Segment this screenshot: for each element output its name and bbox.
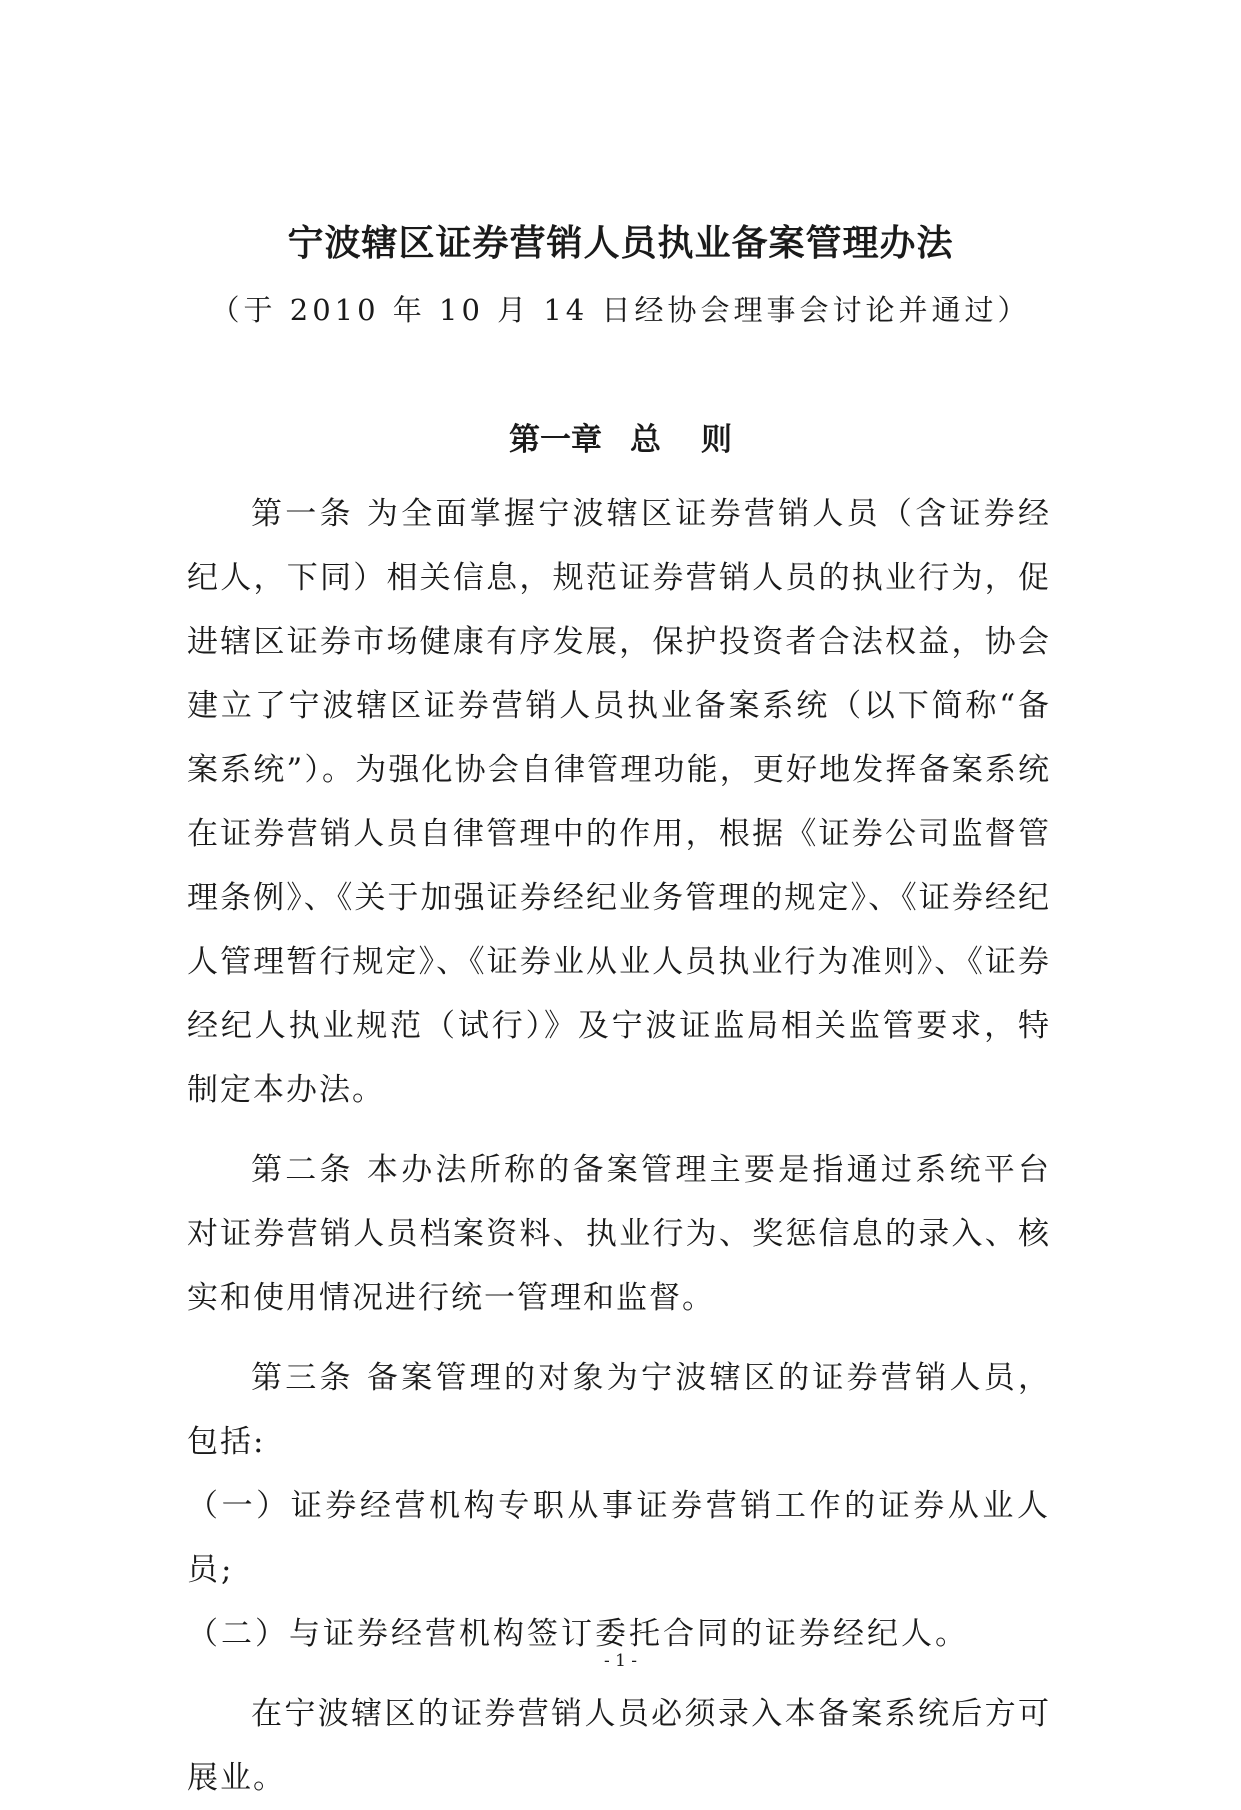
article-3-paragraph: 第三条 备案管理的对象为宁波辖区的证券营销人员，包括: (187, 1360, 1051, 1460)
document-body (187, 482, 1051, 1810)
chapter-name-part1: 总 (630, 422, 661, 458)
chapter-number: 第一章 (509, 422, 602, 458)
article-2-paragraph: 第二条 本办法所称的备案管理主要是指通过系统平台对证券营销人员档案资料、执业行为、奖惩信息的录入、核实和使用情况进行统一管理和监督。 (187, 1152, 1051, 1316)
article-1-paragraph: 第一条 为全面掌握宁波辖区证券营销人员（含证券经纪人，下同）相关信息，规范证券营销人员的执业行为，促进辖区证券市场健康有序发展，保护投资者合法权益，协会建立了宁波辖区证券营销人员执业备案系统（以下简称“备案系统”）。为强化协会自律管理功能，更好地发挥备案系统在证券营销人员自律管理中的作用，根据《证券公司监督管理条例》、《关于加强证券经纪业务管理的规定》、《证券经纪人管理暂行规定》、《证券业从业人员执业行为准则》、《证券经纪人执业规范（试行）》及宁波证监局相关监管要求，特制定本办法。 (187, 496, 1051, 1108)
article-3-item-1: （一）证券经营机构专职从事证券营销工作的证券从业人员; (187, 1488, 1051, 1588)
page-number: - 1 - (603, 1651, 638, 1671)
chapter-name-part2: 则 (701, 422, 732, 458)
chapter-heading (0, 420, 1241, 460)
article-3-closing-paragraph: 在宁波辖区的证券营销人员必须录入本备案系统后方可展业。 (187, 1696, 1051, 1796)
document-title: 宁波辖区证券营销人员执业备案管理办法 (287, 223, 954, 264)
document-subtitle: （于 2010 年 10 月 14 日经协会理事会讨论并通过） (210, 293, 1031, 327)
article-3-item-2: （二）与证券经营机构签订委托合同的证券经纪人。 (187, 1616, 969, 1652)
